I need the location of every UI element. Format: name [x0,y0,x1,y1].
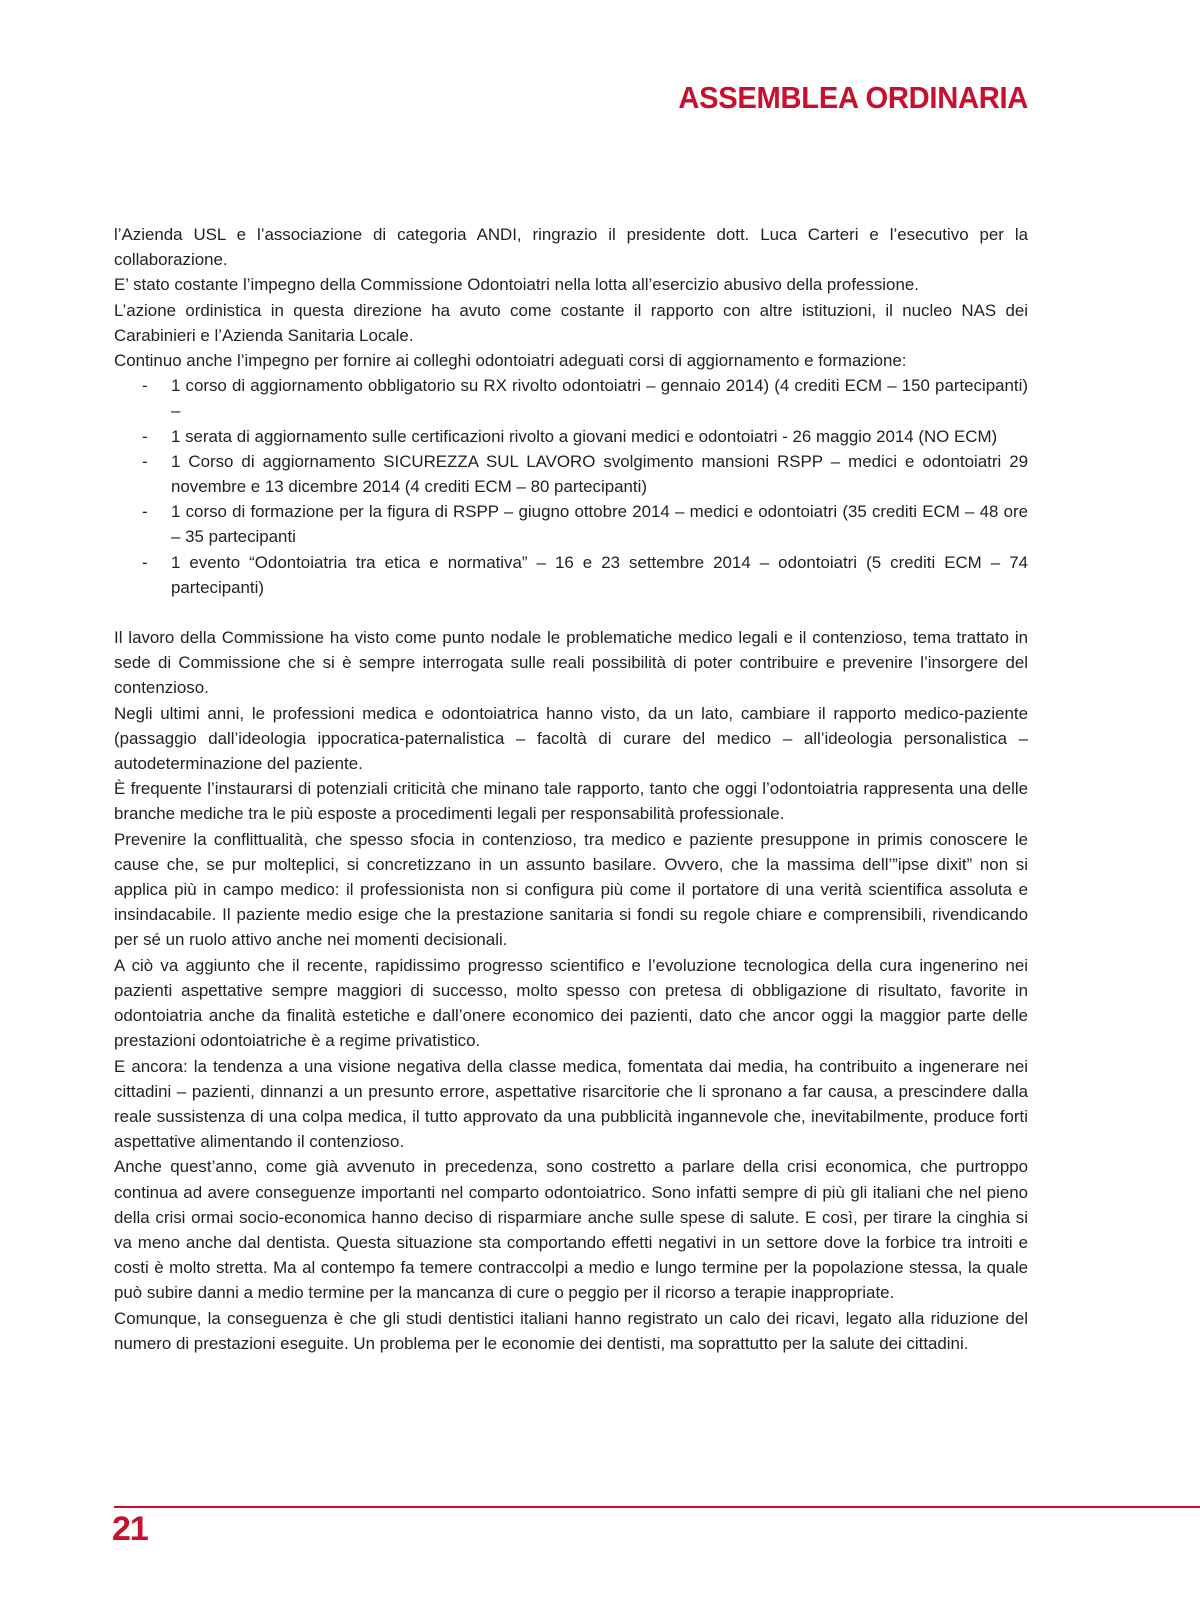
paragraph: Il lavoro della Commissione ha visto come punto nodale le problematiche medico legali e il contenzioso, tema trattato in sede di Commissione che si è sempre interrogata sulle reali possibilità di poter contribuire e prevenire l’insorgere del contenzioso. [114,628,1028,698]
paragraph: Prevenire la conflittualità, che spesso sfocia in contenzioso, tra medico e paziente presuppone in primis conoscere le cause che, se pur molteplici, si concretizzano in un assunto basilare. Ovvero, che la massima dell’”ipse dixit” non si applica più in campo medico: il professionista non si configura più come il portatore di una verità scientifica assoluta e insindacabile. Il paziente medio esige che la prestazione sanitaria si fondi su regole chiare e comprensibili, rivendicando per sé un ruolo attivo anche nei momenti decisionali. [114,829,1028,950]
list-bullet: - [142,376,148,396]
paragraph: Anche quest’anno, come già avvenuto in precedenza, sono costretto a parlare della crisi economica, che purtroppo continua ad avere conseguenze importanti nel comparto odontoiatrico. Sono infatti sempre di più gli italiani che nel pieno della crisi ormai socio-economica hanno deciso di risparmiare anche sulle spese di salute. E così, per tirare la cinghia si va meno anche dal dentista. Questa situazione sta comportando effetti negativi in un settore dove la forbice tra introiti e costi è molto stretta. Ma al contempo fa temere contraccolpi a medio e lungo termine per la popolazione stessa, la quale può subire danni a medio termine per la mancanza di cure o peggio per il ricorso a terapie inappropriate. [114,1157,1028,1303]
list-item [114,424,1028,449]
paragraph: L’azione ordinistica in questa direzione ha avuto come costante il rapporto con altre istituzioni, il nucleo NAS dei Carabinieri e l’Azienda Sanitaria Locale. [114,300,1028,345]
page-title: ASSEMBLEA ORDINARIA [678,80,1028,115]
list-item-text: 1 corso di aggiornamento obbligatorio su RX rivolto odontoiatri – gennaio 2014) (4 crediti ECM – 150 partecipanti) – [171,376,1028,421]
list-item-text: 1 Corso di aggiornamento SICUREZZA SUL LAVORO svolgimento mansioni RSPP – medici e odontoiatri 29 novembre e 13 dicembre 2014 (4 crediti ECM – 80 partecipanti) [171,451,1028,497]
document-body [114,222,1028,1356]
paragraph: l’Azienda USL e l’associazione di categoria ANDI, ringrazio il presidente dott. Luca Carteri e l’esecutivo per la collaborazione. [114,225,1028,270]
paragraph: È frequente l’instaurarsi di potenziali criticità che minano tale rapporto, tanto che oggi l’odontoiatria rappresenta una delle branche mediche tra le più esposte a procedimenti legali per responsabilità professionale. [114,779,1028,824]
list-bullet: - [142,426,148,446]
spacer [114,600,1028,625]
list-item-text: 1 corso di formazione per la figura di RSPP – giugno ottobre 2014 – medici e odontoiatri (35 crediti ECM – 48 ore – 35 partecipanti [171,502,1028,547]
paragraph: E’ stato costante l’impegno della Commissione Odontoiatri nella lotta all’esercizio abusivo della professione. [114,275,919,295]
footer-divider [114,1506,1200,1508]
paragraph: E ancora: la tendenza a una visione negativa della classe medica, fomentata dai media, ha contribuito a ingenerare nei cittadini – pazienti, dinnanzi a un presunto errore, aspettative risarcitorie che li spronano a far causa, a prescindere dalla reale sussistenza di una colpa medica, il tutto approvato da una pubblicità ingannevole che, inevitabilmente, produce forti aspettative alimentando il contenzioso. [114,1056,1028,1152]
list-bullet: - [142,502,148,522]
list-item [114,550,1028,600]
page-number: 21 [112,1510,148,1548]
list-item [114,373,1028,423]
paragraph: A ciò va aggiunto che il recente, rapidissimo progresso scientifico e l’evoluzione tecnologica della cura ingenerino nei pazienti aspettative sempre maggiori di successo, molto spesso con pretesa di obbligazione di risultato, favorite in odontoiatria anche da finalità estetiche e dall’onere economico dei pazienti, dato che ancor oggi la maggior parte delle prestazioni odontoiatriche è a regime privatistico. [114,955,1028,1051]
list-item-text: 1 serata di aggiornamento sulle certificazioni rivolto a giovani medici e odontoiatri - 26 maggio 2014 (NO ECM) [171,426,998,446]
paragraph: Continuo anche l’impegno per fornire ai colleghi odontoiatri adeguati corsi di aggiornamento e formazione: [114,351,907,371]
list-item [114,449,1028,499]
list-bullet: - [142,451,148,471]
paragraph: Comunque, la conseguenza è che gli studi dentistici italiani hanno registrato un calo dei ricavi, legato alla riduzione del numero di prestazioni eseguite. Un problema per le economie dei dentisti, ma soprattutto per la salute dei cittadini. [114,1308,1028,1353]
list-bullet: - [142,552,148,572]
paragraph: Negli ultimi anni, le professioni medica e odontoiatrica hanno visto, da un lato, cambiare il rapporto medico-paziente (passaggio dall’ideologia ippocratica-paternalistica – facoltà di curare del medico – all’ideologia personalistica – autodeterminazione del paziente. [114,703,1028,774]
list-item [114,499,1028,549]
courses-list [114,373,1028,600]
list-item-text: 1 evento “Odontoiatria tra etica e normativa” – 16 e 23 settembre 2014 – odontoiatri (5 crediti ECM – 74 partecipanti) [171,552,1028,597]
